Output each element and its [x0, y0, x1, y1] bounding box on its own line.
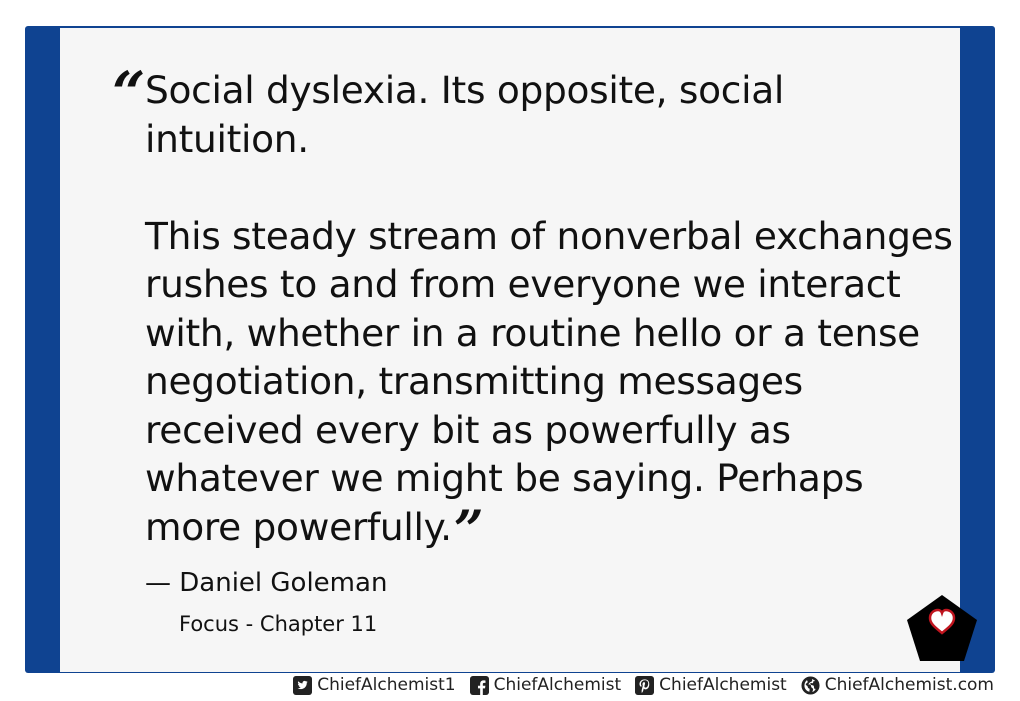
quote-paragraph-2 — [145, 212, 955, 561]
twitter-link[interactable] — [293, 675, 455, 695]
quote-text — [145, 66, 955, 561]
quote-source: Focus - Chapter 11 — [179, 612, 378, 636]
website-url: ChiefAlchemist.com — [824, 675, 994, 695]
pentagon-heart-badge-icon — [906, 594, 978, 662]
facebook-link[interactable] — [470, 675, 622, 695]
facebook-handle: ChiefAlchemist — [493, 675, 622, 695]
close-quote-mark: ” — [453, 499, 484, 561]
quote-card — [25, 26, 995, 673]
globe-icon — [801, 676, 820, 695]
pinterest-handle: ChiefAlchemist — [659, 675, 787, 695]
social-footer — [0, 675, 994, 695]
quote-paragraph-2-text: This steady stream of nonverbal exchanges rushes to and from everyone we interact with, whether in a routine hello or a tense negotiation, transmitting messages received every bit as powerfully as whatever we might be saying. Perhaps more powerfully. — [145, 213, 953, 549]
open-quote-mark: “ — [112, 59, 146, 127]
pinterest-link[interactable] — [635, 675, 787, 695]
facebook-icon — [470, 676, 489, 695]
quote-panel — [60, 28, 960, 672]
twitter-icon — [293, 676, 312, 695]
quote-paragraph-1: Social dyslexia. Its opposite, social intuition. — [145, 68, 784, 161]
pinterest-icon — [635, 676, 654, 695]
website-link[interactable] — [801, 675, 994, 695]
twitter-handle: ChiefAlchemist1 — [317, 675, 456, 695]
quote-author: — Daniel Goleman — [145, 568, 388, 598]
